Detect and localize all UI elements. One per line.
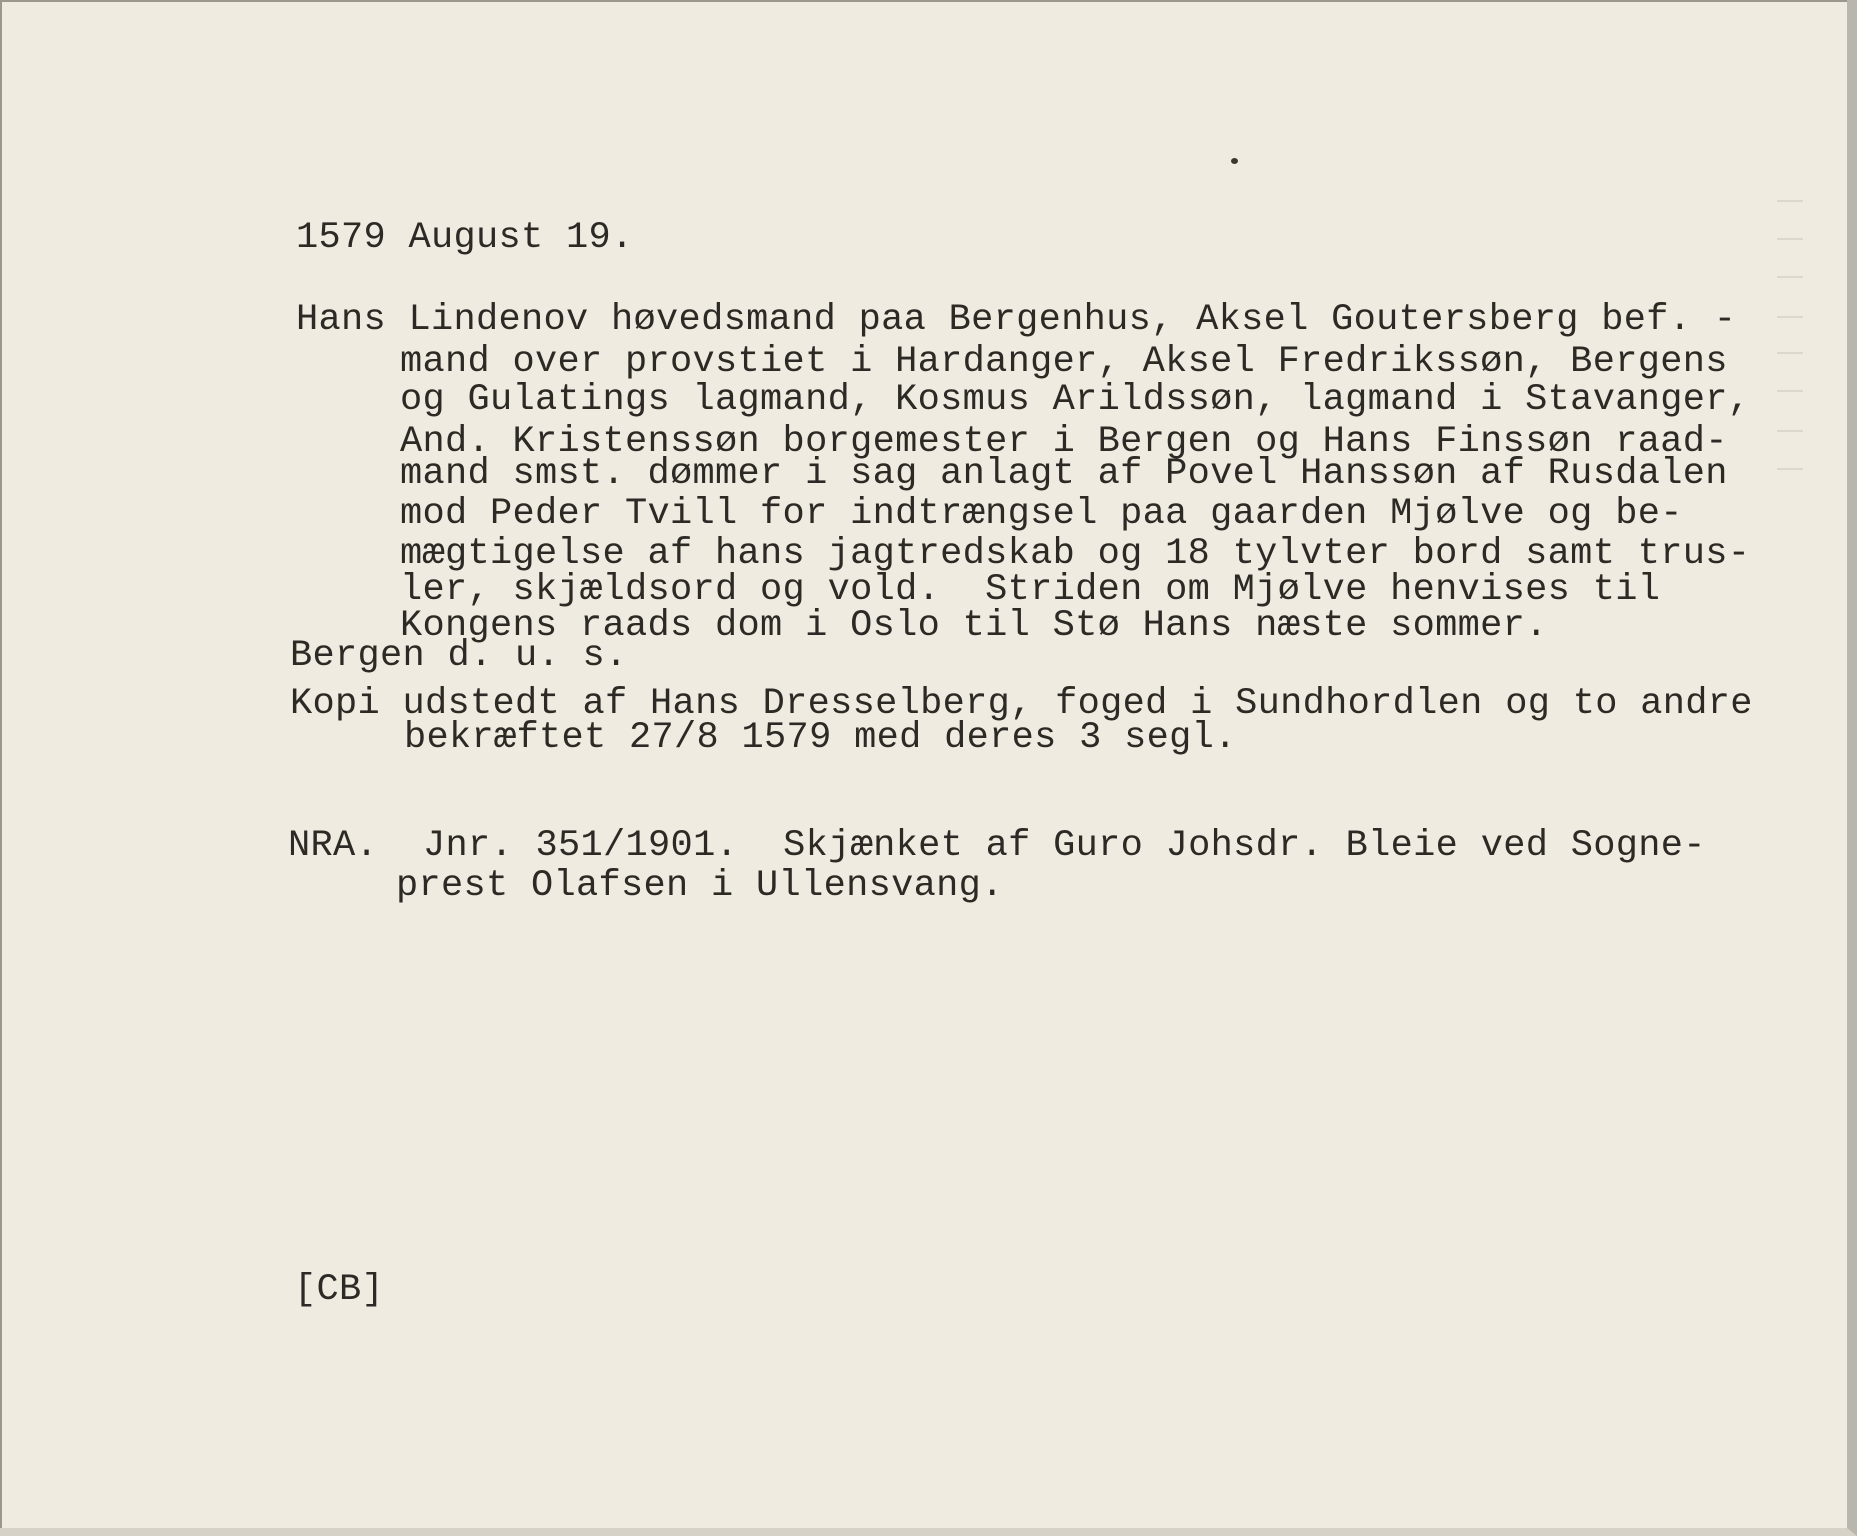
- source-line-2: prest Olafsen i Ullensvang.: [396, 865, 1004, 907]
- copy-line-1: Kopi udstedt af Hans Dresselberg, foged i Sundhordlen og to andre: [290, 683, 1753, 725]
- source-line-1: NRA. Jnr. 351/1901. Skjænket af Guro Johsdr. Bleie ved Sogne-: [288, 825, 1706, 867]
- bleed-through-mark: [1777, 352, 1803, 354]
- bleed-through-mark: [1777, 276, 1803, 278]
- regest-line-8: ler, skjældsord og vold. Striden om Mjølve henvises til: [400, 569, 1661, 611]
- bleed-through-mark: [1777, 430, 1803, 432]
- copy-line-2: bekræftet 27/8 1579 med deres 3 segl.: [404, 717, 1237, 759]
- regest-line-1: Hans Lindenov høvedsmand paa Bergenhus, Aksel Goutersberg bef. -: [296, 299, 1737, 341]
- ink-mark: [1231, 158, 1238, 164]
- initials: [CB]: [294, 1269, 385, 1311]
- regest-line-4: And. Kristenssøn borgemester i Bergen og Hans Finssøn raad-: [400, 421, 1728, 463]
- regest-line-7: mægtigelse af hans jagtredskab og 18 tylvter bord samt trus-: [400, 533, 1751, 575]
- regest-line-2: mand over provstiet i Hardanger, Aksel Fredrikssøn, Bergens: [400, 341, 1728, 383]
- regest-line-3: og Gulatings lagmand, Kosmus Arildssøn, lagmand i Stavanger,: [400, 379, 1751, 421]
- regest-line-9: Kongens raads dom i Oslo til Stø Hans næste sommer.: [400, 605, 1548, 647]
- bleed-through-mark: [1777, 390, 1803, 392]
- document-date: 1579 August 19.: [296, 217, 634, 259]
- regest-line-6: mod Peder Tvill for indtrængsel paa gaarden Mjølve og be-: [400, 493, 1683, 535]
- place-line: Bergen d. u. s.: [290, 635, 628, 677]
- bleed-through-mark: [1777, 200, 1803, 202]
- regest-line-5: mand smst. dømmer i sag anlagt af Povel Hanssøn af Rusdalen: [400, 453, 1728, 495]
- bleed-through-mark: [1777, 316, 1803, 318]
- bleed-through-mark: [1777, 238, 1803, 240]
- bleed-through-mark: [1777, 468, 1803, 470]
